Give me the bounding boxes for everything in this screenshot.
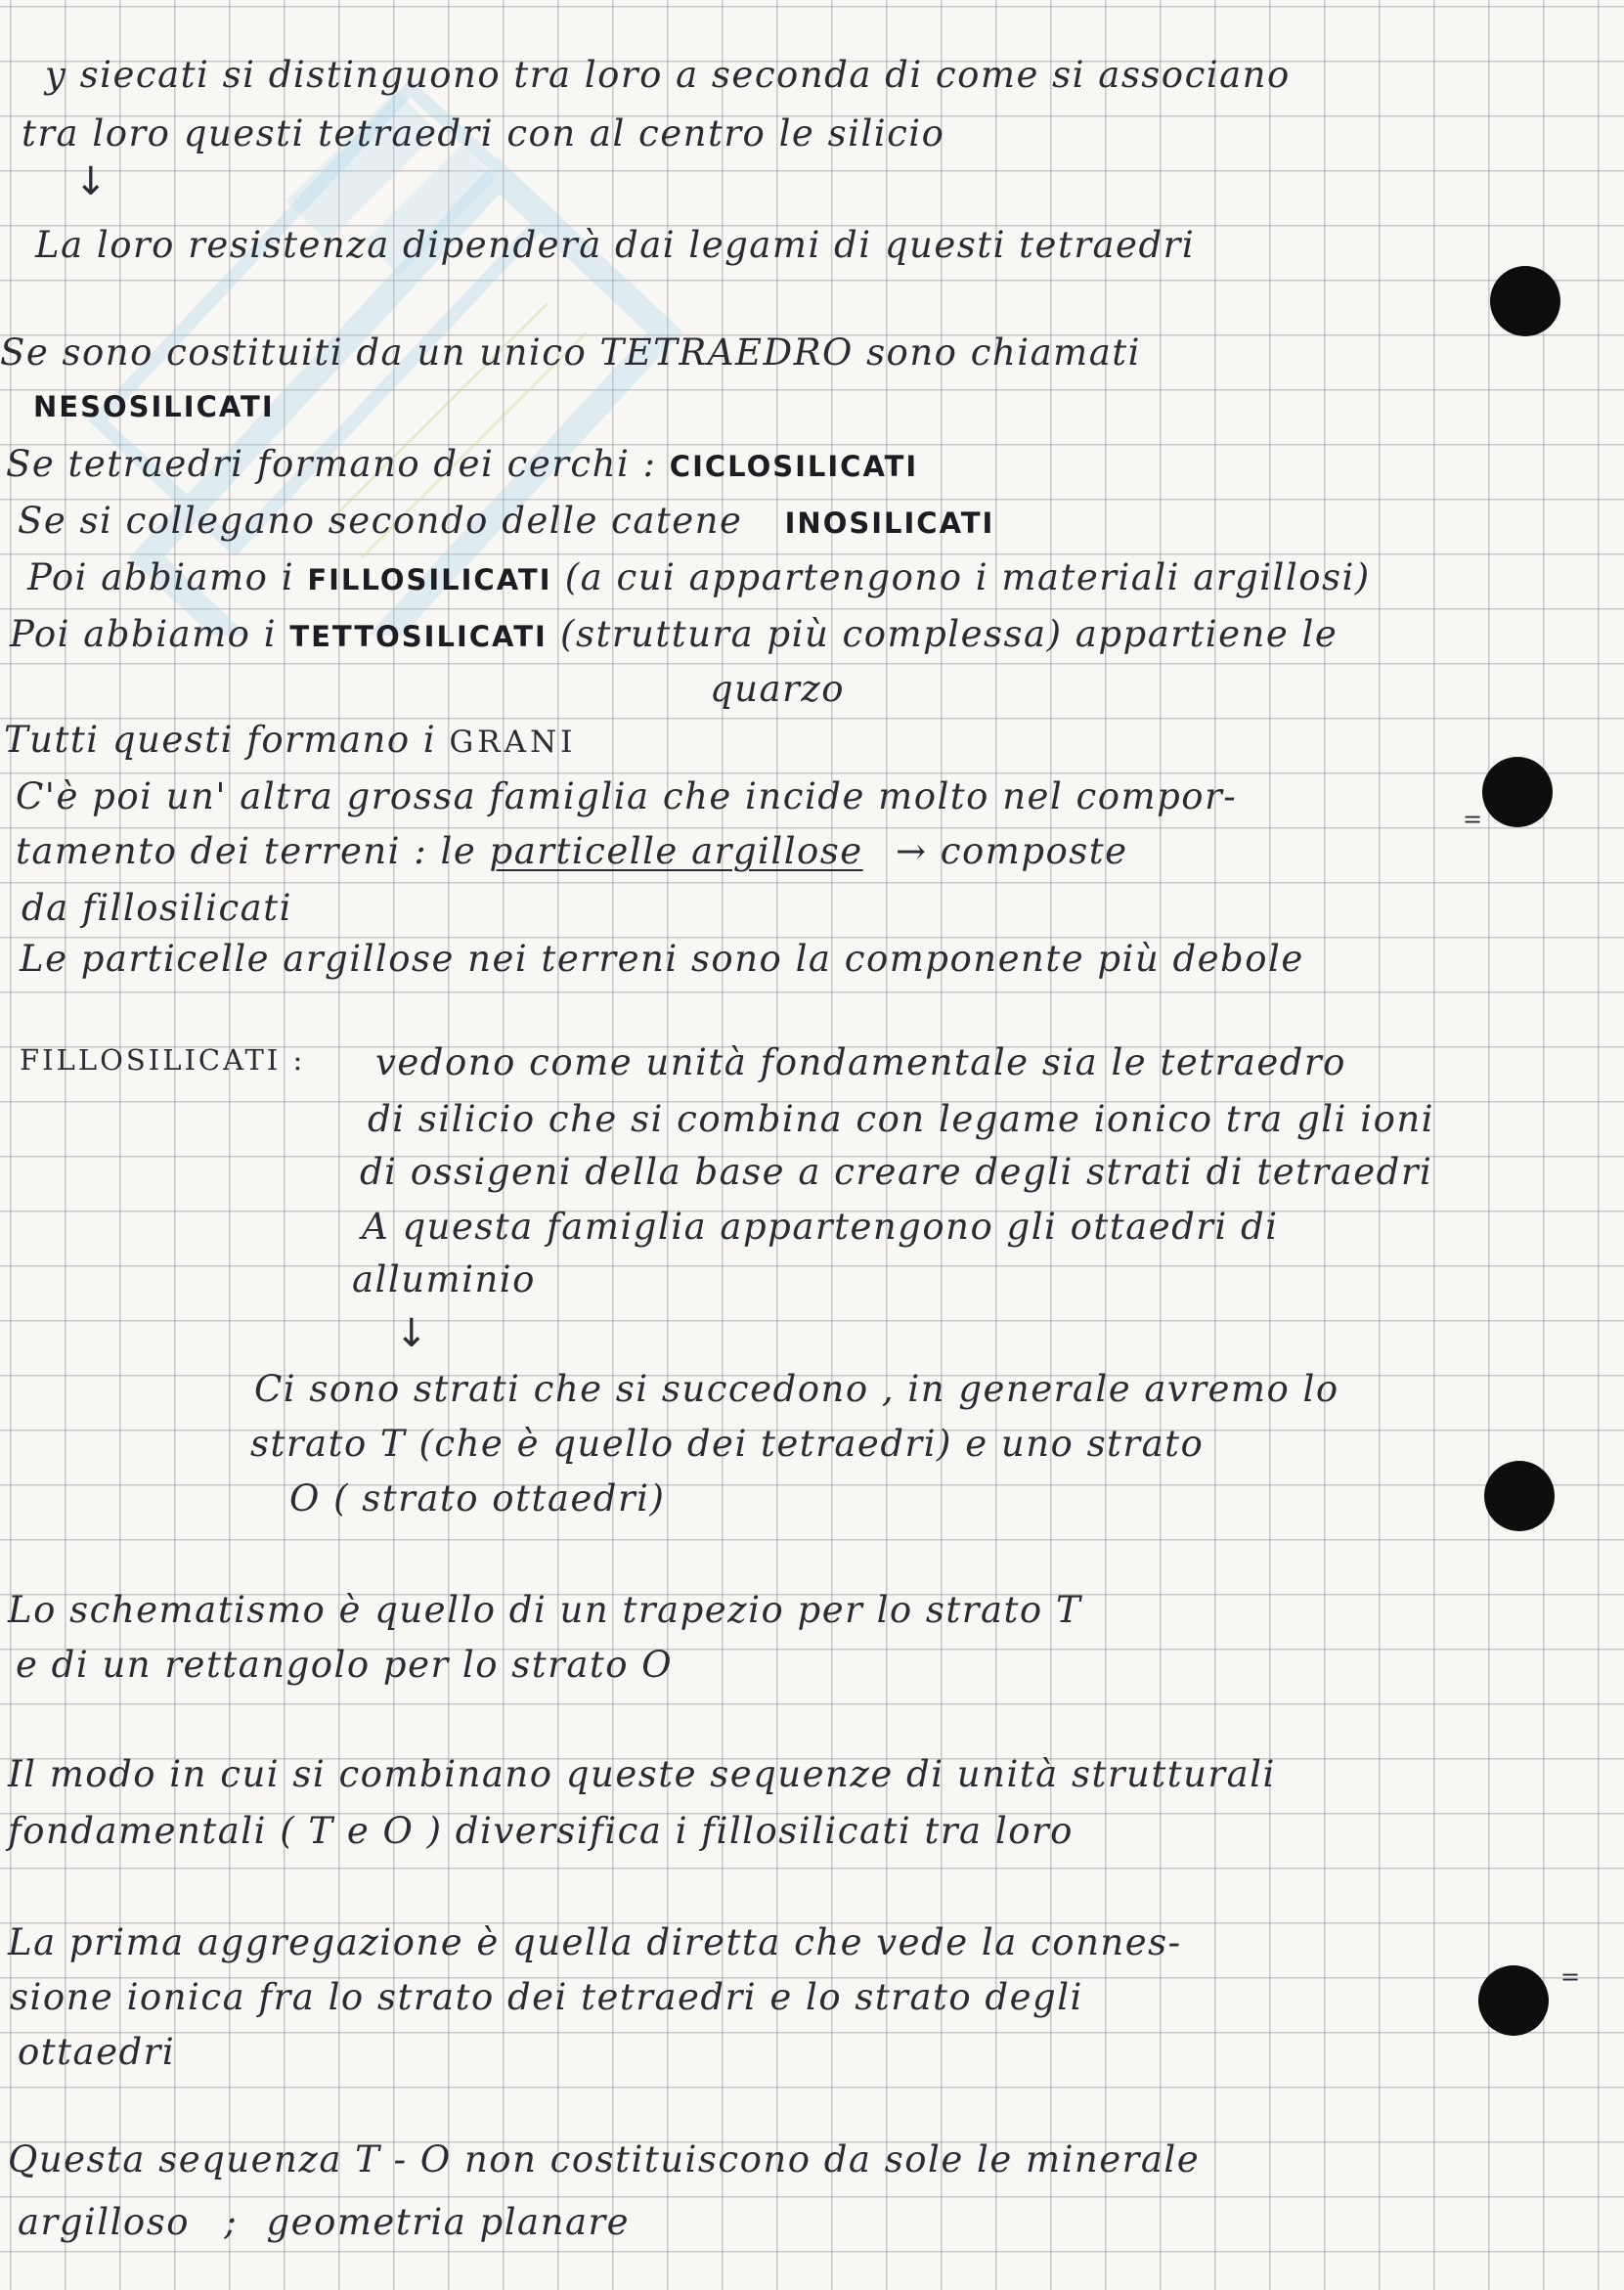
note-line: La prima aggregazione è quella diretta che vede la connes- <box>8 1921 1182 1963</box>
note-line: e di un rettangolo per lo strato O <box>16 1644 674 1686</box>
note-line <box>18 500 995 542</box>
binder-hole-4 <box>1478 1965 1549 2036</box>
note-line: Se sono costituiti da un unico TETRAEDRO sono chiamati <box>0 331 1141 374</box>
margin-mark: = <box>1560 1963 1582 1991</box>
note-line <box>16 830 1128 872</box>
note-line: da fillosilicati <box>22 887 292 929</box>
binder-hole-1 <box>1490 266 1560 336</box>
note-text: ; <box>224 2201 239 2243</box>
note-line: C'è poi un' altra grossa famiglia che incide molto nel compor- <box>16 775 1238 817</box>
term-nesosilicati: NESOSILICATI <box>33 390 275 423</box>
note-line: vedono come unità fondamentale sia le tetraedro <box>375 1041 1346 1083</box>
note-line <box>27 556 1371 598</box>
note-line: tra loro questi tetraedri con al centro le silicio <box>22 112 945 154</box>
margin-mark: = <box>1463 806 1484 833</box>
arrow-right-icon: → <box>895 830 928 872</box>
binder-hole-2 <box>1482 757 1553 827</box>
note-text: tamento dei terreni : le <box>16 830 477 872</box>
note-line: alluminio <box>352 1258 536 1300</box>
watermark-logo-icon <box>39 10 724 636</box>
binder-hole-3 <box>1484 1461 1555 1531</box>
note-line <box>4 719 577 761</box>
note-line: sione ionica fra lo strato dei tetraedri e lo strato degli <box>10 1976 1083 2018</box>
note-line <box>10 613 1339 655</box>
note-text: composte <box>940 830 1128 872</box>
note-text: (struttura più complessa) appartiene le <box>560 613 1339 655</box>
note-text: (a cui appartengono i materiali argillosi) <box>564 556 1371 598</box>
arrow-down-icon: ↓ <box>395 1311 428 1356</box>
note-line: ottaedri <box>18 2031 176 2073</box>
note-text: geometria planare <box>266 2201 631 2243</box>
note-text: Se si collegano secondo delle catene <box>18 500 743 542</box>
note-line: O ( strato ottaedri) <box>289 1477 666 1519</box>
note-line: La loro resistenza dipenderà dai legami di questi tetraedri <box>35 224 1196 266</box>
note-line: strato T (che è quello dei tetraedri) e uno strato <box>250 1423 1205 1465</box>
note-text: Poi abbiamo i <box>27 556 295 598</box>
note-line <box>18 2201 631 2243</box>
note-text: argilloso <box>18 2201 190 2243</box>
note-line: Ci sono strati che si succedono , in generale avremo lo <box>254 1368 1339 1410</box>
note-line: fondamentali ( T e O ) diversifica i fillosilicati tra loro <box>8 1810 1074 1852</box>
note-line: di ossigeni della base a creare degli strati di tetraedri <box>360 1151 1433 1193</box>
arrow-down-icon: ↓ <box>74 159 108 204</box>
note-line: A questa famiglia appartengono gli ottaedri di <box>362 1206 1279 1248</box>
note-text: Tutti questi formano i <box>4 719 437 761</box>
term-grani: GRANI <box>449 725 577 760</box>
term-fillosilicati: FILLOSILICATI <box>307 563 552 596</box>
term-ciclosilicati: CICLOSILICATI <box>669 450 919 483</box>
section-heading-fillosilicati: FILLOSILICATI : <box>20 1043 306 1077</box>
note-line <box>6 443 919 485</box>
note-text: Poi abbiamo i <box>10 613 278 655</box>
note-line: Il modo in cui si combinano queste sequenze di unità strutturali <box>8 1753 1276 1795</box>
note-line: Le particelle argillose nei terreni sono la componente più debole <box>20 938 1304 980</box>
note-line: di silicio che si combina con legame ionico tra gli ioni <box>368 1098 1435 1140</box>
note-line: Questa sequenza T - O non costituiscono da sole le minerale <box>8 2138 1201 2180</box>
note-text: Se tetraedri formano dei cerchi : <box>6 443 657 485</box>
note-line: quarzo <box>710 668 846 710</box>
term-particelle-argillose: particelle argillose <box>489 830 863 872</box>
note-line: Lo schematismo è quello di un trapezio per lo strato T <box>8 1589 1082 1631</box>
term-inosilicati: INOSILICATI <box>784 506 995 540</box>
note-line: y siecati si distinguono tra loro a seconda di come si associano <box>45 54 1291 96</box>
term-tettosilicati: TETTOSILICATI <box>289 620 548 653</box>
